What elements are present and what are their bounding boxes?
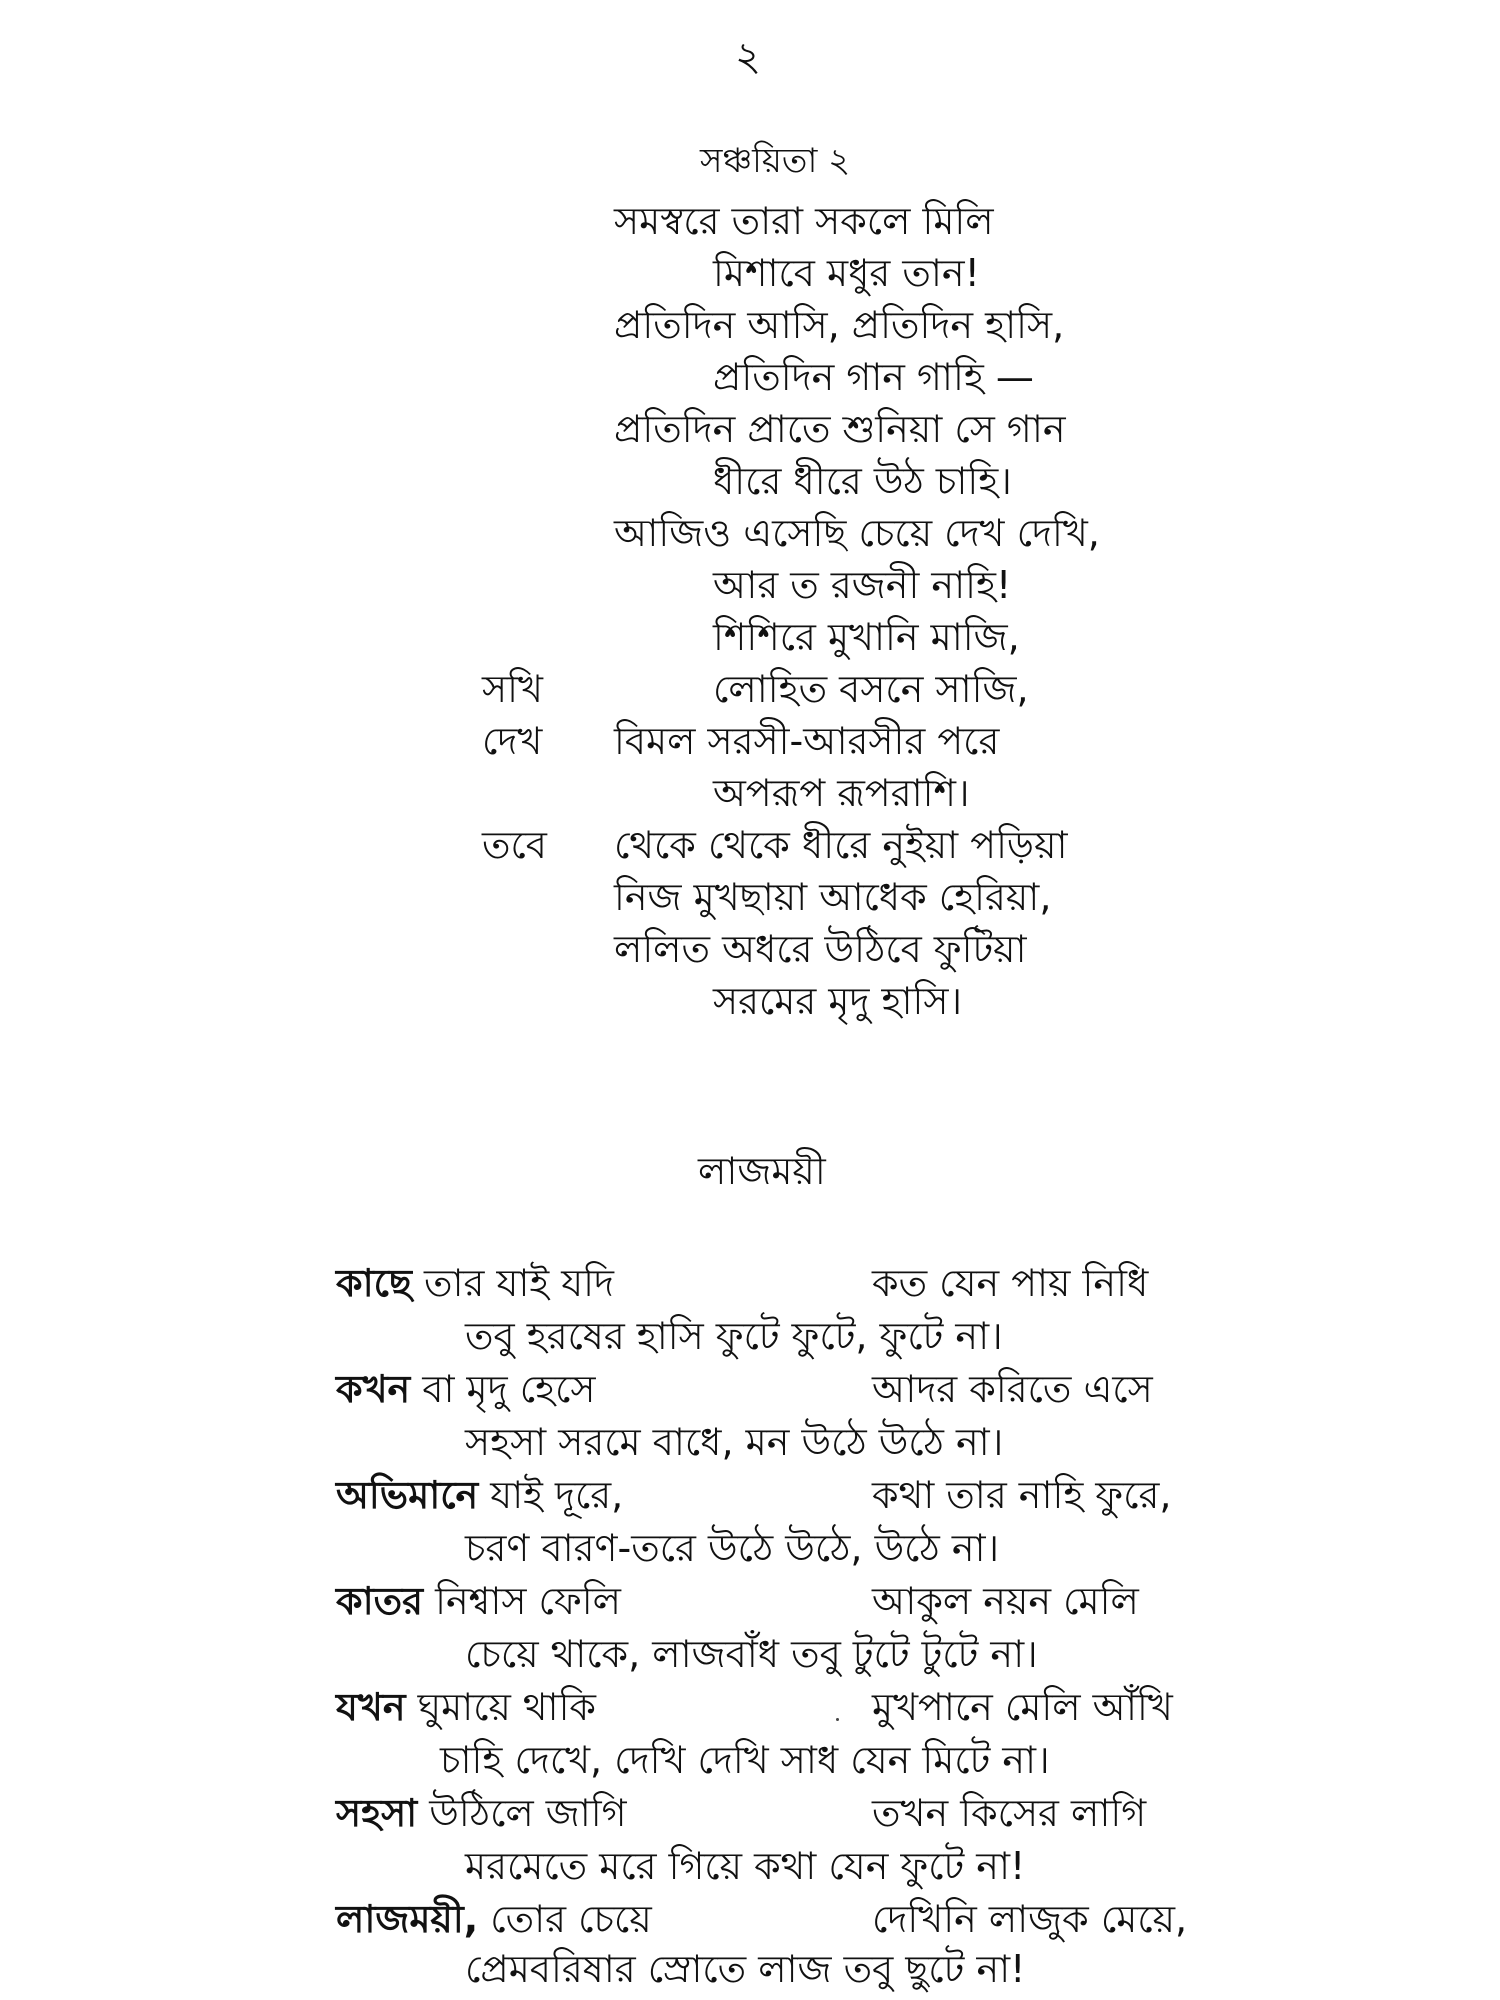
stanza-left-bold: যখন bbox=[336, 1685, 406, 1729]
stanza-left-rest: ঘুমায়ে থাকি bbox=[405, 1685, 597, 1729]
stanza-left-line bbox=[336, 1684, 596, 1730]
poem-line: অপরূপ রূপরাশি। bbox=[713, 771, 970, 815]
section-heading: সঞ্চয়িতা ২ bbox=[700, 141, 851, 181]
stanza-refrain: প্রেমবরিষার স্রোতে লাজ তবু ছুটে না! bbox=[465, 1947, 1026, 1991]
stanza-left-rest: তার যাই যদি bbox=[411, 1261, 614, 1305]
stanza-left-rest: যাই দূরে, bbox=[478, 1473, 624, 1517]
stanza-left-bold: সহসা bbox=[336, 1791, 418, 1835]
stanza-left-bold: অভিমানে bbox=[336, 1473, 479, 1517]
stanza-left-bold: কাতর bbox=[336, 1579, 424, 1623]
stanza-left-rest: বা মৃদু হেসে bbox=[410, 1367, 596, 1411]
poem-line: সরমের মৃদু হাসি। bbox=[713, 979, 963, 1023]
stanza-left-rest: তোর চেয়ে bbox=[478, 1897, 652, 1941]
stanza-right-line: মুখপানে মেলি আঁখি bbox=[872, 1685, 1173, 1729]
poem-line: ধীরে ধীরে উঠ চাহি। bbox=[713, 459, 1012, 503]
stanza-right-line: দেখিনি লাজুক মেয়ে, bbox=[872, 1897, 1188, 1941]
stanza-right-line: আকুল নয়ন মেলি bbox=[872, 1579, 1139, 1623]
side-word: তবে bbox=[482, 823, 547, 867]
stanza-refrain: চেয়ে থাকে, লাজবাঁধ তবু টুটে টুটে না। bbox=[465, 1632, 1038, 1676]
stanza-left-rest: নিশ্বাস ফেলি bbox=[423, 1579, 621, 1623]
stanza-refrain: সহসা সরমে বাধে, মন উঠে উঠে না। bbox=[465, 1420, 1004, 1464]
stanza-left-line bbox=[336, 1260, 614, 1306]
poem-line: আর ত রজনী নাহি! bbox=[713, 563, 1012, 607]
poem-line: বিমল সরসী-আরসীর পরে bbox=[614, 719, 1000, 763]
stanza-left-rest: উঠিলে জাগি bbox=[417, 1791, 627, 1835]
page-number: ২ bbox=[735, 34, 762, 80]
stanza-left-line bbox=[336, 1472, 623, 1518]
stanza-left-bold: কখন bbox=[336, 1367, 411, 1411]
poem-line: নিজ মুখছায়া আধেক হেরিয়া, bbox=[614, 875, 1052, 919]
side-word: দেখ bbox=[482, 719, 543, 763]
poem-line: মিশাবে মধুর তান! bbox=[713, 251, 980, 295]
poem-line: লোহিত বসনে সাজি, bbox=[713, 667, 1029, 711]
poem-line: প্রতিদিন গান গাহি — bbox=[713, 355, 1034, 399]
stanza-refrain: মরমেতে মরে গিয়ে কথা যেন ফুটে না! bbox=[465, 1844, 1026, 1888]
stanza-refrain: তবু হরষের হাসি ফুটে ফুটে, ফুটে না। bbox=[465, 1314, 1003, 1358]
stanza-refrain: চাহি দেখে, দেখি দেখি সাধ যেন মিটে না। bbox=[440, 1738, 1050, 1782]
stanza-left-line bbox=[336, 1578, 621, 1624]
stanza-left-line bbox=[336, 1790, 627, 1836]
stanza-left-line bbox=[336, 1366, 595, 1412]
stanza-right-line: কথা তার নাহি ফুরে, bbox=[872, 1473, 1172, 1517]
stanza-right-line: আদর করিতে এসে bbox=[872, 1367, 1153, 1411]
speck-mark bbox=[836, 1718, 839, 1721]
stanza-left-bold: লাজময়ী, bbox=[336, 1897, 479, 1941]
poem-line: আজিও এসেছি চেয়ে দেখ দেখি, bbox=[614, 511, 1100, 555]
stanza-left-line bbox=[336, 1896, 652, 1942]
stanza-left-bold: কাছে bbox=[336, 1261, 412, 1305]
poem-title: লাজময়ী bbox=[698, 1149, 826, 1193]
poem-line: শিশিরে মুখানি মাজি, bbox=[713, 615, 1020, 659]
poem-line: ললিত অধরে উঠিবে ফুটিয়া bbox=[614, 927, 1027, 971]
stanza-refrain: চরণ বারণ-তরে উঠে উঠে, উঠে না। bbox=[465, 1526, 1000, 1570]
stanza-right-line: কত যেন পায় নিধি bbox=[872, 1261, 1149, 1305]
poem-line: প্রতিদিন আসি, প্রতিদিন হাসি, bbox=[614, 303, 1065, 347]
stanza-right-line: তখন কিসের লাগি bbox=[872, 1791, 1147, 1835]
poem-line: সমস্বরে তারা সকলে মিলি bbox=[614, 199, 994, 243]
side-word: সখি bbox=[482, 667, 543, 711]
poem-line: থেকে থেকে ধীরে নুইয়া পড়িয়া bbox=[614, 823, 1068, 867]
poem-line: প্রতিদিন প্রাতে শুনিয়া সে গান bbox=[614, 407, 1066, 451]
